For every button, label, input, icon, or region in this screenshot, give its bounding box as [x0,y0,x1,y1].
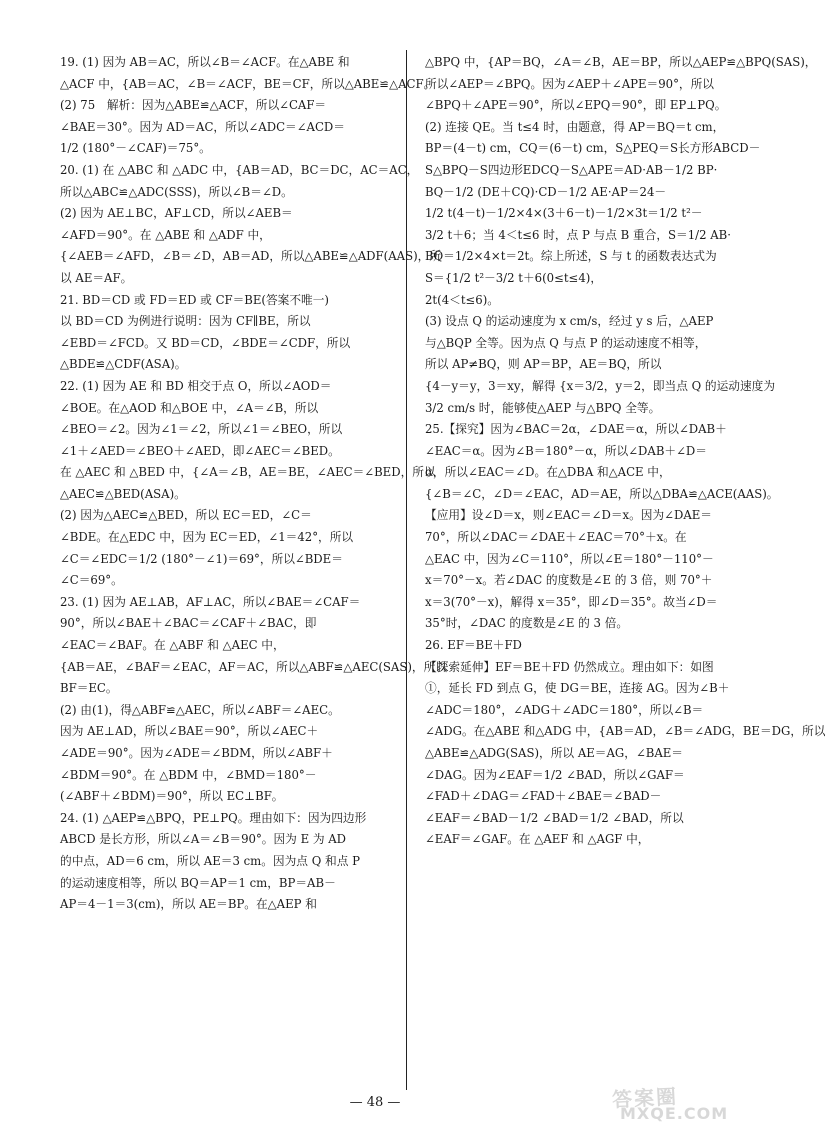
text-line: ∠EAC＝α。因为∠B＝180°－α，所以∠DAB＋∠D＝ [425,443,707,458]
text-line: x＝3(70°－x)，解得 x＝35°，即∠D＝35°。故当∠D＝ [425,594,718,609]
text-line: ①，延长 FD 到点 G，使 DG＝BE，连接 AG。因为∠B＋ [425,681,730,696]
text-line: 在 △AEC 和 △BED 中，{∠A＝∠B，AE＝BE，∠AEC＝∠BED，所以 [60,465,436,480]
text-line: △AEC≌△BED(ASA)。 [60,486,186,501]
text-line: 所以△ABC≌△ADC(SSS)，所以∠B＝∠D。 [60,184,293,199]
text-line: ∠AFD＝90°。在 △ABE 和 △ADF 中， [60,227,271,242]
text-line: BQ－1/2 (DE＋CQ)·CD－1/2 AE·AP＝24－ [425,184,667,199]
text-line: 20. (1) 在 △ABC 和 △ADC 中，{AB＝AD，BC＝DC，AC＝AC， [60,162,419,177]
text-line: AP＝4－1＝3(cm)，所以 AE＝BP。在△AEP 和 [60,897,317,912]
text-line: 所以 AP≠BQ，则 AP＝BP，AE＝BQ，所以 [425,357,662,372]
text-line: ∠BDE。在△EDC 中，因为 EC＝ED，∠1＝42°，所以 [60,530,354,545]
text-line: ∠EAC＝∠BAF。在 △ABF 和 △AEC 中， [60,638,285,653]
text-line: 25.【探究】因为∠BAC＝2α，∠DAE＝α，所以∠DAB＋ [425,422,727,437]
text-line: 【探索延伸】EF＝BE＋FD 仍然成立。理由如下：如图 [425,659,714,674]
text-line: {4－y＝y，3＝xy，解得 {x＝3/2，y＝2，即当点 Q 的运动速度为 [425,378,776,393]
text-line: ∠ADC＝180°，∠ADG＋∠ADC＝180°，所以∠B＝ [425,702,704,717]
text-line: ∠FAD＋∠DAG＝∠FAD＋∠BAE＝∠BAD－ [425,789,662,804]
text-line: ∠C＝∠EDC＝1/2 (180°－∠1)＝69°，所以∠BDE＝ [60,551,343,566]
text-line: (2) 由(1)，得△ABF≌△AEC，所以∠ABF＝∠AEC。 [60,702,340,717]
text-line: S＝{1/2 t²－3/2 t＋6(0≤t≤4)， [425,270,603,285]
text-line: 的中点，AD＝6 cm，所以 AE＝3 cm。因为点 Q 和点 P [60,853,360,868]
text-line: 所以∠AEP＝∠BPQ。因为∠AEP＋∠APE＝90°，所以 [425,76,714,91]
right-column [425,52,825,851]
text-line: ∠BDM＝90°。在 △BDM 中，∠BMD＝180°－ [60,767,317,782]
text-line: (2) 75 解析：因为△ABE≌△ACF，所以∠CAF＝ [60,98,327,113]
text-line: 23. (1) 因为 AE⊥AB，AF⊥AC，所以∠BAE＝∠CAF＝ [60,594,361,609]
text-line: α，所以∠EAC＝∠D。在△DBA 和△ACE 中， [425,465,671,480]
text-line: ∠DAG。因为∠EAF＝1/2 ∠BAD，所以∠GAF＝ [425,767,685,782]
text-line: (2) 因为 AE⊥BC，AF⊥CD，所以∠AEB＝ [60,206,293,221]
text-line: 的运动速度相等，所以 BQ＝AP＝1 cm，BP＝AB－ [60,875,336,890]
text-line: 因为 AE⊥AD，所以∠BAE＝90°，所以∠AEC＋ [60,724,319,739]
text-line: △BDE≌△CDF(ASA)。 [60,357,187,372]
watermark-url: MXQE.COM [620,1104,729,1123]
text-line: ∠BAE＝30°。因为 AD＝AC，所以∠ADC＝∠ACD＝ [60,119,345,134]
text-line: {∠AEB＝∠AFD，∠B＝∠D，AB＝AD，所以△ABE≌△ADF(AAS)，所 [60,249,442,264]
text-line: ABCD 是长方形，所以∠A＝∠B＝90°。因为 E 为 AD [60,832,347,847]
text-line: 24. (1) △AEP≌△BPQ，PE⊥PQ。理由如下：因为四边形 [60,810,367,825]
text-line: BF＝EC。 [60,681,118,696]
text-line: 以 AE＝AF。 [60,270,133,285]
text-line: ∠1＋∠AED＝∠BEO＋∠AED，即∠AEC＝∠BED。 [60,443,340,458]
text-line: ∠EAF＝∠GAF。在 △AEF 和 △AGF 中， [425,832,650,847]
text-line: 1/2 t(4－t)－1/2×4×(3＋6－t)－1/2×3t＝1/2 t²－ [425,206,703,221]
text-line: 3/2 t＋6；当 4＜t≤6 时，点 P 与点 B 重合，S＝1/2 AB· [425,227,731,242]
text-line: BQ＝1/2×4×t＝2t。综上所述，S 与 t 的函数表达式为 [425,249,717,264]
text-line: 2t(4＜t≤6)。 [425,292,499,307]
text-line: 3/2 cm/s 时，能够使△AEP 与△BPQ 全等。 [425,400,661,415]
text-line: BP＝(4－t) cm，CQ＝(6－t) cm，S△PEQ＝S长方形ABCD－ [425,141,761,156]
text-line: 21. BD＝CD 或 FD＝ED 或 CF＝BE(答案不唯一) [60,292,329,307]
text-line: 与△BQP 全等。因为点 Q 与点 P 的运动速度不相等， [425,335,707,350]
column-divider [406,50,407,1090]
text-line: (∠ABF＋∠BDM)＝90°，所以 EC⊥BF。 [60,789,284,804]
text-line: {AB＝AE，∠BAF＝∠EAC，AF＝AC，所以△ABF≌△AEC(SAS)，所以 [60,659,447,674]
text-line: 22. (1) 因为 AE 和 BD 相交于点 O，所以∠AOD＝ [60,378,332,393]
text-line: △ABE≌△ADG(SAS)，所以 AE＝AG，∠BAE＝ [425,746,683,760]
text-line: 以 BD＝CD 为例进行说明：因为 CF∥BE，所以 [60,314,311,329]
text-line: ∠EAF＝∠BAD－1/2 ∠BAD＝1/2 ∠BAD，所以 [425,810,684,825]
left-column [60,52,447,916]
text-line: ∠BEO＝∠2。因为∠1＝∠2，所以∠1＝∠BEO，所以 [60,422,343,437]
text-line: S△BPQ－S四边形EDCQ－S△APE＝AD·AB－1/2 BP· [425,162,718,177]
text-line: 90°，所以∠BAE＋∠BAC＝∠CAF＋∠BAC，即 [60,616,317,631]
watermark-stamp-text: 答案圈 [611,1084,679,1112]
text-line: {∠B＝∠C，∠D＝∠EAC，AD＝AE，所以△DBA≌△ACE(AAS)。 [425,486,779,501]
page-number: — 48 — [349,1095,401,1110]
text-line: △ACF 中，{AB＝AC，∠B＝∠ACF，BE＝CF，所以△ABE≌△ACF。 [60,76,436,91]
watermark-logo [612,1082,746,1122]
text-line: ∠ADE＝90°。因为∠ADE＝∠BDM，所以∠ABF＋ [60,746,333,760]
text-line: 35°时，∠DAC 的度数是∠E 的 3 倍。 [425,616,629,631]
text-line: (3) 设点 Q 的运动速度为 x cm/s，经过 y s 后，△AEP [425,314,714,329]
text-line: ∠BOE。在△AOD 和△BOE 中，∠A＝∠B，所以 [60,400,319,415]
text-line: ∠BPQ＋∠APE＝90°，所以∠EPQ＝90°，即 EP⊥PQ。 [425,98,727,113]
text-line: 【应用】设∠D＝x，则∠EAC＝∠D＝x。因为∠DAE＝ [425,508,712,523]
text-line: x＝70°－x。若∠DAC 的度数是∠E 的 3 倍，则 70°＋ [425,573,713,588]
text-line: 26. EF＝BE＋FD [425,638,522,653]
text-line: 1/2 (180°－∠CAF)＝75°。 [60,141,211,156]
text-line: △EAC 中，因为∠C＝110°，所以∠E＝180°－110°－ [425,551,714,566]
text-line: 70°，所以∠DAC＝∠DAE＋∠EAC＝70°＋x。在 [425,530,687,545]
text-line: (2) 连接 QE。当 t≤4 时，由题意，得 AP＝BQ＝t cm， [425,119,725,134]
text-line: ∠C＝69°。 [60,573,123,588]
text-line: ∠ADG。在△ABE 和△ADG 中，{AB＝AD，∠B＝∠ADG，BE＝DG，所以 [425,724,825,739]
text-line: ∠EBD＝∠FCD。又 BD＝CD，∠BDE＝∠CDF，所以 [60,335,351,350]
text-line: (2) 因为△AEC≌△BED，所以 EC＝ED，∠C＝ [60,508,312,523]
text-line: 19. (1) 因为 AB＝AC，所以∠B＝∠ACF。在△ABE 和 [60,55,350,69]
text-line: △BPQ 中，{AP＝BQ，∠A＝∠B，AE＝BP，所以△AEP≌△BPQ(SAS)， [425,55,817,69]
